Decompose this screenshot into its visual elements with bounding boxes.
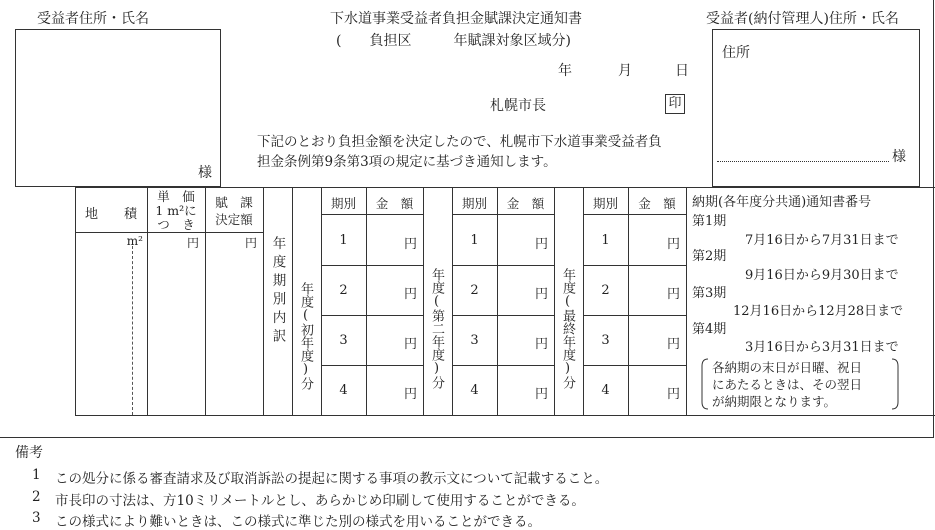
period-row-line xyxy=(583,315,686,316)
amount-yen: 円 xyxy=(666,387,680,402)
amount-yen: 円 xyxy=(403,237,417,252)
col-line xyxy=(423,187,424,415)
body-line-1: 下記のとおり負担金額を決定したので、札幌市下水道事業受益者負 xyxy=(257,134,662,150)
period-row-line xyxy=(321,214,423,215)
assessment-yen: 円 xyxy=(244,236,257,250)
period-header-2: 期別 xyxy=(461,196,487,211)
note-right-bracket xyxy=(890,358,900,410)
name-dotted-line xyxy=(717,161,889,162)
amount-yen: 円 xyxy=(534,287,548,302)
mayor-label: 札幌市長 xyxy=(490,98,546,114)
recipient-address-box-left[interactable] xyxy=(15,29,221,187)
area-dashed-divider xyxy=(132,246,133,415)
period-number: 4 xyxy=(601,383,610,398)
period-number: 1 xyxy=(601,233,610,248)
col-line xyxy=(263,187,264,415)
remarks-title: 備考 xyxy=(15,445,43,461)
installment-1-name: 第1期 xyxy=(692,214,727,229)
area-header: 地 積 xyxy=(84,207,137,222)
amount-yen: 円 xyxy=(534,237,548,252)
period-row-line xyxy=(583,365,686,366)
remark-2-text: 市長印の寸法は、方10ミリメートルとし、あらかじめ印刷して使用することができる。 xyxy=(55,493,585,509)
period-row-line xyxy=(452,365,554,366)
holiday-note-2: にあたるときは、その翌日 xyxy=(712,377,863,392)
breakdown-label: 年度期別内訳 xyxy=(269,236,286,347)
assessment-header-2: 決定額 xyxy=(215,212,253,227)
period-row-line xyxy=(321,265,423,266)
col-line xyxy=(686,187,687,415)
remark-3-text: この様式により難いときは、この様式に準じた別の様式を用いることができる。 xyxy=(55,514,541,530)
form-subtitle: ( 負担区 年賦課対象区域分) xyxy=(336,33,571,49)
amount-yen: 円 xyxy=(666,287,680,302)
period-number: 3 xyxy=(601,333,610,348)
recipient-label-right: 受益者(納付管理人)住所・氏名 xyxy=(706,11,899,27)
installment-2-name: 第2期 xyxy=(692,249,727,264)
date-month: 月 xyxy=(618,63,632,79)
assessment-header-1: 賦 課 xyxy=(215,195,253,210)
col-line xyxy=(583,187,584,415)
amount-header-3: 金 額 xyxy=(638,196,676,211)
period-header-3: 期別 xyxy=(592,196,618,211)
table-bottom-line xyxy=(75,415,935,416)
installment-4-range: 3月16日から3月31日まで xyxy=(745,340,899,355)
body-line-2: 担金条例第9条第3項の規定に基づき通知します。 xyxy=(257,154,557,170)
holiday-note-1: 各納期の末日が日曜、祝日 xyxy=(712,360,863,375)
amount-header-2: 金 額 xyxy=(506,196,545,211)
date-day: 日 xyxy=(675,63,689,79)
form-title: 下水道事業受益者負担金賦課決定通知書 xyxy=(330,11,582,27)
amount-yen: 円 xyxy=(403,337,417,352)
col-line xyxy=(321,187,322,415)
amount-yen: 円 xyxy=(534,337,548,352)
period-number: 4 xyxy=(470,383,479,398)
period-row-line xyxy=(452,214,554,215)
period-number: 2 xyxy=(470,283,479,298)
period-row-line xyxy=(321,365,423,366)
installment-3-name: 第3期 xyxy=(692,286,727,301)
period-number: 2 xyxy=(339,283,348,298)
unit-price-header-1: 単 価 xyxy=(157,189,195,204)
area-unit: m² xyxy=(126,234,143,248)
unit-price-header-3: つ き xyxy=(157,217,195,232)
amount-yen: 円 xyxy=(403,387,417,402)
installment-4-name: 第4期 xyxy=(692,322,727,337)
sama-right: 様 xyxy=(892,149,906,165)
remark-1-text: この処分に係る審査請求及び取消訴訟の提起に関する事項の教示文について記載すること。 xyxy=(55,471,609,487)
remark-1-num: 1 xyxy=(32,467,41,483)
col-line xyxy=(554,187,555,415)
unit-price-header-2: 1 m²に xyxy=(155,203,197,218)
unit-price-yen: 円 xyxy=(186,236,199,250)
installment-2-range: 9月16日から9月30日まで xyxy=(745,268,899,283)
amount-yen: 円 xyxy=(534,387,548,402)
period-row-line xyxy=(321,315,423,316)
period-number: 2 xyxy=(601,283,610,298)
period-number: 1 xyxy=(339,233,348,248)
date-year: 年 xyxy=(558,63,572,79)
installment-3-range: 12月16日から12月28日まで xyxy=(733,304,904,319)
period-row-line xyxy=(583,214,686,215)
year-group-label-1: 年度(初年度)分 xyxy=(298,282,313,390)
period-number: 3 xyxy=(339,333,348,348)
sama-left: 様 xyxy=(198,165,212,181)
amount-yen: 円 xyxy=(403,287,417,302)
amount-header-1: 金 額 xyxy=(375,196,414,211)
period-header-1: 期別 xyxy=(330,196,356,211)
remark-3-num: 3 xyxy=(32,510,41,526)
period-number: 4 xyxy=(339,383,348,398)
period-number: 1 xyxy=(470,233,479,248)
address-label: 住所 xyxy=(722,45,750,61)
notice-header: 納期(各年度分共通)通知書番号 xyxy=(692,195,872,210)
col-line xyxy=(452,187,453,415)
holiday-note-3: が納期限となります。 xyxy=(712,394,837,409)
recipient-label-left: 受益者住所・氏名 xyxy=(37,11,149,27)
col-line xyxy=(292,187,293,415)
note-left-bracket xyxy=(700,358,710,410)
year-group-label-3: 年度(最終年度)分 xyxy=(560,268,575,389)
mayor-seal: 印 xyxy=(665,94,685,114)
period-number: 3 xyxy=(470,333,479,348)
amount-yen: 円 xyxy=(666,337,680,352)
installment-1-range: 7月16日から7月31日まで xyxy=(745,233,899,248)
period-row-line xyxy=(583,265,686,266)
remark-2-num: 2 xyxy=(32,489,41,505)
period-row-line xyxy=(452,315,554,316)
amount-yen: 円 xyxy=(666,237,680,252)
period-row-line xyxy=(452,265,554,266)
year-group-label-2: 年度(第二年度)分 xyxy=(429,268,444,389)
